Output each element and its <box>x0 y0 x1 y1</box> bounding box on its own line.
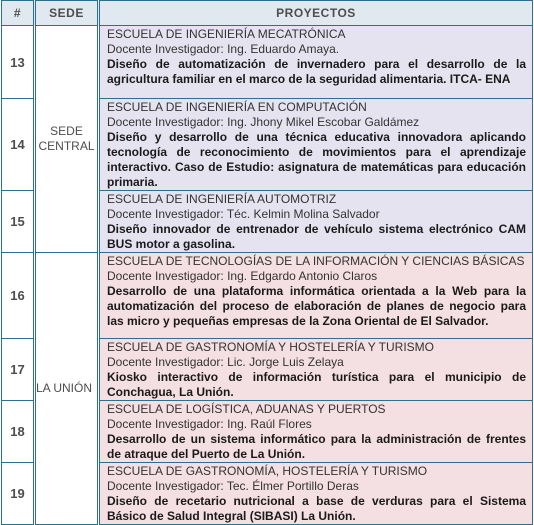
project-cell <box>99 99 533 191</box>
project-cell <box>99 253 533 339</box>
escuela-label: ESCUELA DE GASTRONOMÍA Y HOSTELERÍA Y TURISMO <box>107 340 434 354</box>
project-title: Diseño y desarrollo de una técnica educativa innovadora aplicando tecnología de reconocimiento de movimientos para el aprendizaje interactivo. Caso de Estudio: asignatura de matemáticas para educación primaria. <box>107 130 526 189</box>
escuela-label: ESCUELA DE LOGÍSTICA, ADUANAS Y PUERTOS <box>107 402 386 416</box>
row-number: 16 <box>2 253 35 339</box>
row-number: 19 <box>2 463 35 525</box>
header-number: # <box>2 1 35 26</box>
project-cell <box>99 191 533 253</box>
docente-label: Docente Investigador: Ing. Jhony Mikel Escobar Galdámez <box>107 115 420 129</box>
sede-label: LA UNIÓN <box>36 381 93 395</box>
project-cell <box>99 26 533 99</box>
sede-label: SEDE CENTRAL <box>38 124 95 153</box>
header-proyectos: PROYECTOS <box>99 1 533 26</box>
project-cell <box>99 463 533 525</box>
table-row <box>2 26 533 99</box>
header-row <box>2 1 533 26</box>
sede-cell <box>35 26 99 253</box>
sede-cell <box>35 253 99 525</box>
project-title: Desarrollo de un sistema informático para la administración de frentes de atraque del Puerto de La Unión. <box>107 432 526 461</box>
projects-table <box>1 0 533 525</box>
row-number: 15 <box>2 191 35 253</box>
project-cell <box>99 401 533 463</box>
docente-label: Docente Investigador: Lic. Jorge Luis Zelaya <box>107 355 344 369</box>
header-sede: SEDE <box>35 1 99 26</box>
escuela-label: ESCUELA DE GASTRONOMÍA, HOSTELERÍA Y TURISMO <box>107 464 428 478</box>
docente-label: Docente Investigador: Ing. Eduardo Amaya. <box>107 42 340 56</box>
project-title: Diseño de automatización de invernadero para el desarrollo de la agricultura familiar en el marco de la seguridad alimentaria. ITCA- ENA <box>107 57 526 86</box>
escuela-label: ESCUELA DE INGENIERÍA EN COMPUTACIÓN <box>107 100 367 114</box>
row-number: 18 <box>2 401 35 463</box>
project-title: Diseño innovador de entrenador de vehículo sistema electrónico CAM BUS motor a gasolina. <box>107 222 526 251</box>
docente-label: Docente Investigador: Ing. Raúl Flores <box>107 417 312 431</box>
row-number: 17 <box>2 339 35 401</box>
docente-label: Docente Investigador: Ing. Edgardo Antonio Claros <box>107 269 378 283</box>
row-number: 13 <box>2 26 35 99</box>
project-title: Desarrollo de una plataforma informática orientada a la Web para la automatización del proceso de elaboración de planes de negocio para las micro y pequeñas empresas de la Zona Oriental de El Salvador. <box>107 284 526 328</box>
docente-label: Docente Investigador: Téc. Kelmin Molina Salvador <box>107 207 380 221</box>
escuela-label: ESCUELA DE INGENIERÍA MECATRÓNICA <box>107 27 346 41</box>
project-title: Kiosko interactivo de información turística para el municipio de Conchagua, La Unión. <box>107 370 526 399</box>
docente-label: Docente Investigador: Tec. Élmer Portillo Deras <box>107 479 359 493</box>
row-number: 14 <box>2 99 35 191</box>
project-cell <box>99 339 533 401</box>
escuela-label: ESCUELA DE INGENIERÍA AUTOMOTRIZ <box>107 192 337 206</box>
project-title: Diseño de recetario nutricional a base de verduras para el Sistema Básico de Salud Integral (SIBASI) La Unión. <box>107 494 526 523</box>
escuela-label: ESCUELA DE TECNOLOGÍAS DE LA INFORMACIÓN Y CIENCIAS BÁSICAS <box>107 254 525 268</box>
table-row <box>2 253 533 339</box>
